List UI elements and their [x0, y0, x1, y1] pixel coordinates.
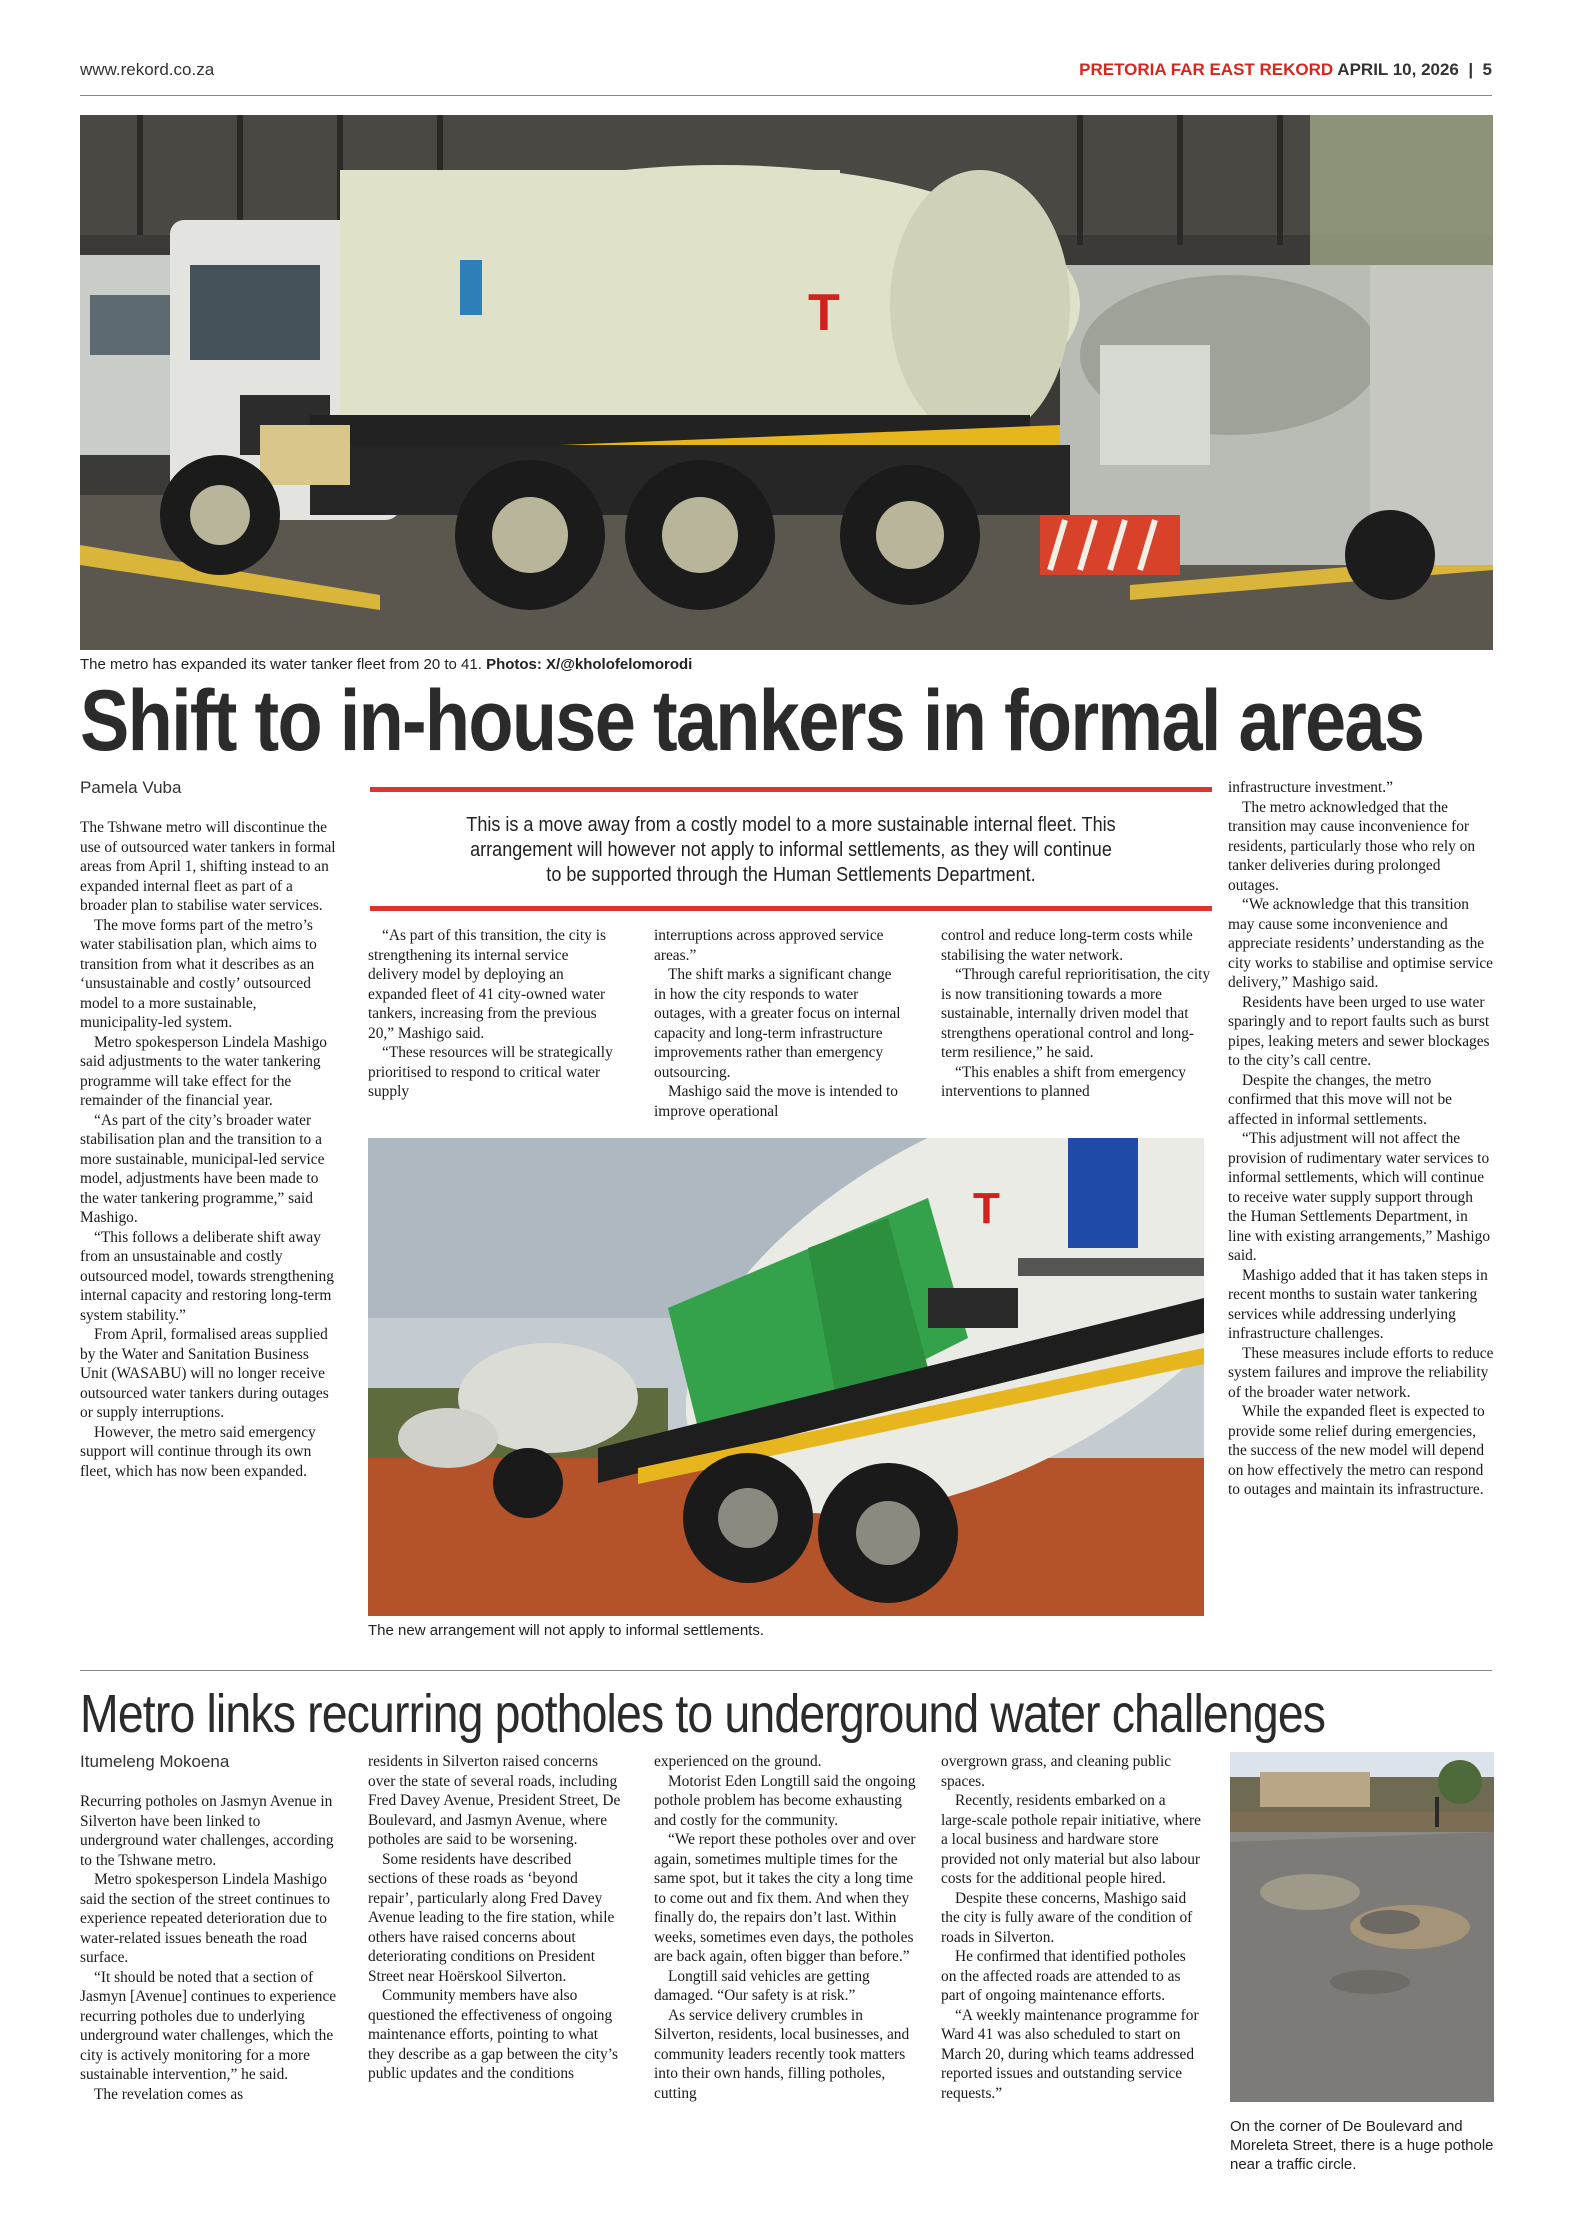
paragraph: “These resources will be strategically prioritised to respond to critical water supply: [368, 1044, 613, 1100]
tanker-fleet-photo: [80, 115, 1493, 650]
photo1-credit: Photos: X/@kholofelomorodi: [486, 656, 693, 673]
article1-column-1: [80, 818, 338, 1481]
paragraph: Mashigo said the move is intended to improve operational: [654, 1083, 898, 1120]
article2-column-3: [654, 1752, 916, 2103]
paragraph: As service delivery crumbles in Silverton, residents, local businesses, and community leaders recently took matters into their own hands, filling potholes, cutting: [654, 2006, 910, 2102]
pothole-photo-caption: On the corner of De Boulevard and Moreleta Street, there is a huge pothole near a traffic circle.: [1230, 2118, 1494, 2173]
paragraph: “This enables a shift from emergency interventions to planned: [941, 1063, 1186, 1100]
issue-date-page: APRIL 10, 2026 | 5: [1333, 60, 1492, 79]
tanker-fleet-photo-drawing: [80, 115, 1493, 650]
paragraph: residents in Silverton raised concerns over the state of several roads, including Fred Davey Avenue, President Street, De Boulevard, and Jasmyn Avenue, where potholes are said to be worsening.: [368, 1753, 621, 1848]
photo1-caption-text: The metro has expanded its water tanker fleet from 20 to 41.: [80, 656, 487, 673]
publication-name: PRETORIA FAR EAST REKORD: [1079, 60, 1334, 79]
article2-headline: Metro links recurring potholes to underground water challenges: [80, 1684, 1326, 1744]
article1-column-5: [1228, 778, 1494, 1500]
article1-column-2: [368, 926, 620, 1102]
pothole-photo-drawing: [1230, 1752, 1494, 2102]
paragraph: The Tshwane metro will discontinue the use of outsourced water tankers in formal areas from April 1, shifting instead to an expanded internal fleet as part of a broader plan to stabilise water services.: [80, 819, 336, 914]
article2-column-1: [80, 1792, 342, 2104]
article2-byline: Itumeleng Mokoena: [80, 1752, 230, 1771]
pullquote-text: This is a move away from a costly model to a more sustainable internal fleet. This arrangement will however not apply to informal settlements, as they will continue to be supported through the Human Settlements Department.: [466, 813, 1116, 886]
paragraph: “A weekly maintenance programme for Ward 41 was also scheduled to start on March 20, during which teams addressed reported issues and outstanding service requests.”: [941, 2006, 1199, 2102]
paragraph: “We acknowledge that this transition may cause some inconvenience and appreciate residents’ understanding as the city works to stabilise and optimise service delivery,” Mashigo said.: [1228, 896, 1494, 991]
paragraph: These measures include efforts to reduce system failures and improve the reliability of the broader water network.: [1228, 1344, 1494, 1401]
photo2-caption: The new arrangement will not apply to informal settlements.: [368, 1622, 765, 1639]
paragraph: The shift marks a significant change in how the city responds to water outages, with a greater focus on internal capacity and long-term infrastructure improvements rather than emergency outsourcing.: [654, 966, 901, 1081]
paragraph: Metro spokesperson Lindela Mashigo said the section of the street continues to experience repeated deterioration due to water-related issues beneath the road surface.: [80, 1871, 331, 1966]
paragraph: “As part of this transition, the city is strengthening its internal service delivery model by deploying an expanded fleet of 41 city-owned water tankers, increasing from the previous 20,” Mashigo said.: [368, 927, 606, 1042]
paragraph: Despite the changes, the metro confirmed that this move will not be affected in informal settlements.: [1228, 1071, 1452, 1128]
paragraph: The move forms part of the metro’s water stabilisation plan, which aims to transition from what it describes as an ‘unsustainable and costly’ outsourced model to a more sustainable, municipality-led system.: [80, 916, 317, 1031]
paragraph: infrastructure investment.”: [1228, 779, 1393, 796]
paragraph: “This follows a deliberate shift away from an unsustainable and costly outsourced model, towards strengthening internal capacity and restoring long-term system stability.”: [80, 1228, 334, 1324]
paragraph: However, the metro said emergency support will continue through its own fleet, which has now been expanded.: [80, 1423, 316, 1480]
paragraph: Motorist Eden Longtill said the ongoing pothole problem has become exhausting and costly for the community.: [654, 1772, 916, 1829]
article1-column-3: [654, 926, 906, 1121]
paragraph: “We report these potholes over and over again, sometimes multiple times for the same spot, but it takes the city a long time to come out and fix them. And when they finally do, the repairs don’t last. Within weeks, sometimes even days, the potholes are back again, often bigger than before.”: [654, 1831, 916, 1965]
article1-column-4: [941, 926, 1211, 1102]
paragraph: “Through careful reprioritisation, the city is now transitioning towards a more sustainable, internally driven model that strengthens operational control and long-term resilience,” he said.: [941, 966, 1211, 1061]
paragraph: “This adjustment will not affect the provision of rudimentary water services to informal settlements, which will continue to receive water supply support through the Human Settlements Department, in line with existing arrangements,” Mashigo said.: [1228, 1130, 1491, 1264]
paragraph: The revelation comes as: [94, 2085, 244, 2103]
paragraph: Recurring potholes on Jasmyn Avenue in Silverton have been linked to underground water challenges, according to the Tshwane metro.: [80, 1793, 334, 1869]
tankers-outdoor-photo-drawing: [368, 1138, 1204, 1616]
article1-headline: Shift to in-house tankers in formal areas: [80, 673, 1424, 769]
paragraph: overgrown grass, and cleaning public spaces.: [941, 1753, 1172, 1790]
paragraph: experienced on the ground.: [654, 1753, 822, 1770]
tankers-outdoor-photo: [368, 1138, 1204, 1616]
svg-text:T: T: [808, 284, 840, 342]
article2-column-2: [368, 1752, 624, 2084]
paragraph: Some residents have described sections of these roads as ‘beyond repair’, particularly along Fred Davey Avenue leading to the fire station, while others have raised concerns about deteriorating conditions on President Street near Hoërskool Silverton.: [368, 1850, 615, 1985]
website-url[interactable]: www.rekord.co.za: [80, 60, 215, 79]
paragraph: Recently, residents embarked on a large-scale pothole repair initiative, where a local business and hardware store provided not only material but also labour costs for the additional people hired.: [941, 1792, 1201, 1887]
paragraph: Metro spokesperson Lindela Mashigo said adjustments to the water tankering programme will take effect for the remainder of the financial year.: [80, 1033, 327, 1109]
photo1-caption: [80, 656, 692, 673]
paragraph: interruptions across approved service areas.”: [654, 927, 884, 964]
paragraph: While the expanded fleet is expected to provide some relief during emergencies, the success of the new model will depend on how effectively the metro can respond to outages and maintain its infrastructure.: [1228, 1403, 1485, 1498]
svg-text:T: T: [973, 1184, 1000, 1233]
paragraph: Residents have been urged to use water sparingly and to report faults such as burst pipes, leaking meters and sewer blockages to the city’s call centre.: [1228, 993, 1490, 1069]
article1-byline: Pamela Vuba: [80, 778, 182, 797]
pothole-photo: [1230, 1752, 1494, 2174]
paragraph: Despite these concerns, Mashigo said the city is fully aware of the condition of roads in Silverton.: [941, 1889, 1193, 1946]
paragraph: Mashigo added that it has taken steps in recent months to sustain water tankering services while addressing underlying infrastructure challenges.: [1228, 1266, 1488, 1342]
paragraph: control and reduce long-term costs while stabilising the water network.: [941, 927, 1193, 964]
header-rule: [80, 95, 1492, 96]
paragraph: “As part of the city’s broader water stabilisation plan and the transition to a more sustainable, municipal-led service model, adjustments have been made to the water tankering programme,” said Mashigo.: [80, 1111, 325, 1226]
paragraph: The metro acknowledged that the transition may cause inconvenience for residents, particularly those who rely on tanker deliveries during prolonged outages.: [1228, 798, 1476, 894]
paragraph: “It should be noted that a section of Jasmyn [Avenue] continues to experience recurring potholes due to underlying underground water challenges, which the city is actively monitoring for a more sustainable intervention,” he said.: [80, 1968, 337, 2083]
paragraph: Longtill said vehicles are getting damaged. “Our safety is at risk.”: [654, 1967, 870, 2004]
section-rule: [80, 1670, 1492, 1671]
paragraph: He confirmed that identified potholes on the affected roads are attended to as part of ongoing maintenance efforts.: [941, 1948, 1186, 2004]
paragraph: From April, formalised areas supplied by the Water and Sanitation Business Unit (WASABU) will no longer receive outsourced water tankers during outages or supply interruptions.: [80, 1326, 329, 1421]
article2-column-4: [941, 1752, 1203, 2103]
masthead-info: [1079, 60, 1492, 80]
paragraph: Community members have also questioned the effectiveness of ongoing maintenance efforts, pointing to what they describe as a gap between the city’s public updates and the conditions: [368, 1987, 618, 2082]
